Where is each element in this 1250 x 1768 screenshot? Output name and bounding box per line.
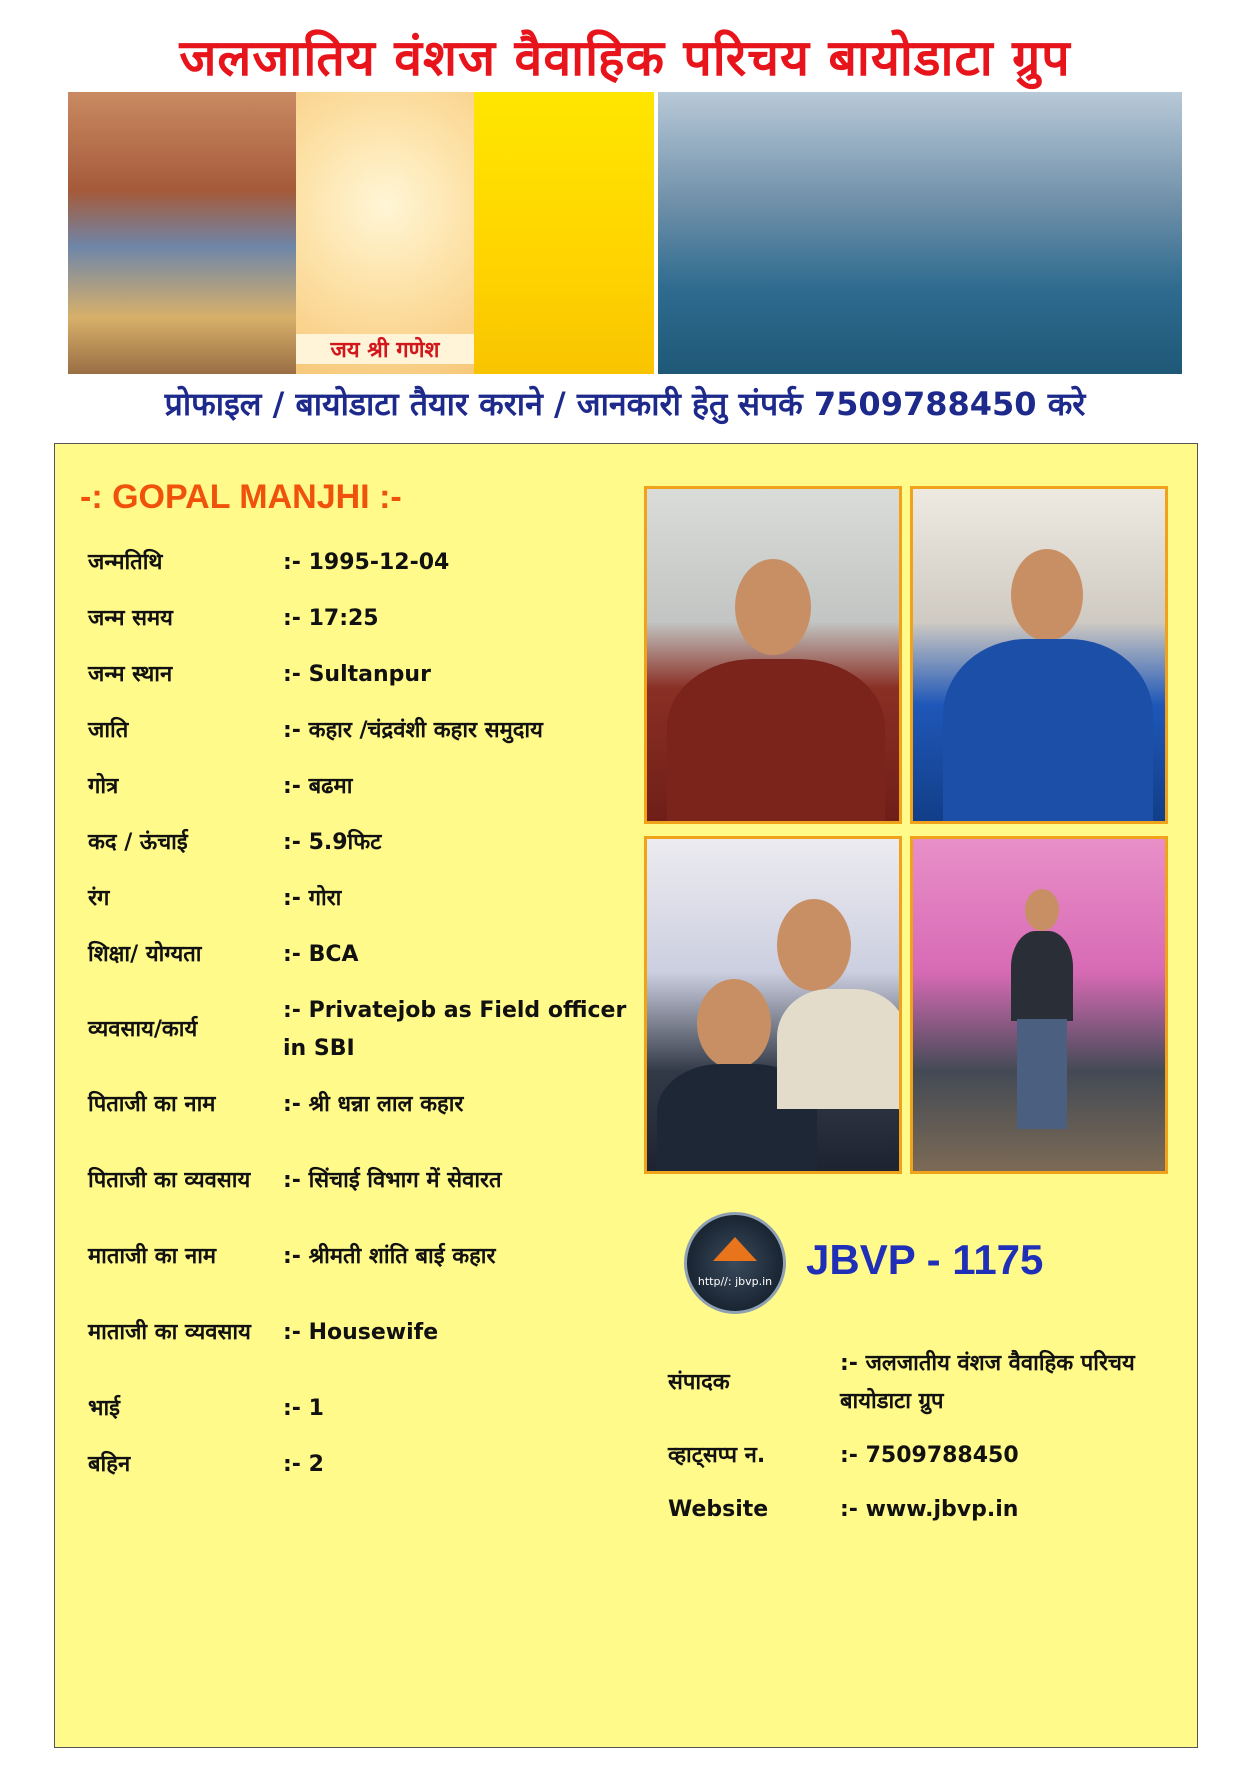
detail-label: कद / ऊंचाई xyxy=(88,830,188,855)
detail-row xyxy=(88,1229,628,1285)
profile-photo-2 xyxy=(910,486,1168,824)
whatsapp-label: व्हाट्सप्प न. xyxy=(668,1443,766,1468)
profile-id: JBVP - 1175 xyxy=(806,1236,1044,1283)
house-icon xyxy=(713,1237,757,1261)
editor-row xyxy=(668,1345,1188,1421)
banner-image-boat xyxy=(658,92,1182,374)
detail-label: पिताजी का नाम xyxy=(88,1092,216,1117)
detail-value: :- Housewife xyxy=(283,1320,439,1345)
editor-label: संपादक xyxy=(668,1370,730,1395)
detail-row xyxy=(88,535,628,591)
detail-row xyxy=(88,591,628,647)
whatsapp-number: :- 7509788450 xyxy=(840,1443,1019,1468)
profile-photo-1 xyxy=(644,486,902,824)
detail-row xyxy=(88,927,628,983)
detail-value: :- Sultanpur xyxy=(283,662,431,687)
banner-image-ram-sita xyxy=(68,92,296,374)
detail-value: :- 2 xyxy=(283,1452,324,1477)
detail-label: माताजी का व्यवसाय xyxy=(88,1320,251,1345)
page-title: जलजातिय वंशज वैवाहिक परिचय बायोडाटा ग्रुप xyxy=(179,29,1071,87)
detail-row xyxy=(88,759,628,815)
editor-info xyxy=(668,1345,1188,1545)
detail-value: :- 17:25 xyxy=(283,606,379,631)
detail-label: भाई xyxy=(88,1396,120,1421)
detail-label: जाति xyxy=(88,718,129,743)
banner-image-ram-sita-yellow xyxy=(474,92,654,374)
detail-label: बहिन xyxy=(88,1452,131,1477)
detail-row xyxy=(88,1437,628,1493)
detail-value: :- 1995-12-04 xyxy=(283,550,450,575)
details-table xyxy=(88,535,628,1493)
detail-label: जन्म समय xyxy=(88,606,173,631)
detail-label: रंग xyxy=(88,886,110,911)
detail-value: :- BCA xyxy=(283,942,359,967)
detail-label: गोत्र xyxy=(88,774,119,799)
profile-photo-3 xyxy=(644,836,902,1174)
detail-row xyxy=(88,703,628,759)
detail-label: जन्मतिथि xyxy=(88,550,163,575)
detail-label: जन्म स्थान xyxy=(88,662,173,687)
detail-label: माताजी का नाम xyxy=(88,1244,217,1269)
detail-row xyxy=(88,1285,628,1381)
detail-value: :- Privatejob as Field officer in SBI xyxy=(283,998,627,1061)
logo-url: http//: jbvp.in xyxy=(697,1275,773,1288)
detail-row xyxy=(88,815,628,871)
detail-row xyxy=(88,647,628,703)
detail-value: :- श्री धन्ना लाल कहार xyxy=(283,1092,464,1117)
jbvp-logo xyxy=(684,1212,786,1314)
detail-value: :- 1 xyxy=(283,1396,324,1421)
detail-value: :- कहार /चंद्रवंशी कहार समुदाय xyxy=(283,718,543,743)
detail-row xyxy=(88,1077,628,1133)
detail-value: :- बढमा xyxy=(283,774,353,799)
editor-value: :- जलजातीय वंशज वैवाहिक परिचय बायोडाटा ग्रुप xyxy=(840,1351,1135,1414)
detail-value: :- गोरा xyxy=(283,886,342,911)
detail-label: शिक्षा/ योग्यता xyxy=(88,942,202,967)
website-link[interactable]: :- www.jbvp.in xyxy=(840,1497,1019,1522)
detail-value: :- श्रीमती शांति बाई कहार xyxy=(283,1244,496,1269)
detail-label: व्यवसाय/कार्य xyxy=(88,1017,198,1042)
banner-image-ganesh xyxy=(296,92,474,374)
profile-name: -: GOPAL MANJHI :- xyxy=(80,478,402,516)
detail-row xyxy=(88,1133,628,1229)
profile-photo-4 xyxy=(910,836,1168,1174)
website-row xyxy=(668,1491,1188,1529)
whatsapp-row xyxy=(668,1437,1188,1475)
detail-row xyxy=(88,871,628,927)
contact-line: प्रोफाइल / बायोडाटा तैयार कराने / जानकारी हेतु संपर्क 7509788450 करे xyxy=(164,385,1086,423)
detail-value: :- 5.9फिट xyxy=(283,830,382,855)
detail-value: :- सिंचाई विभाग में सेवारत xyxy=(283,1168,502,1193)
detail-label: पिताजी का व्यवसाय xyxy=(88,1168,251,1193)
detail-row xyxy=(88,1381,628,1437)
website-label: Website xyxy=(668,1497,769,1522)
detail-row xyxy=(88,983,628,1077)
banner-caption: जय श्री गणेश xyxy=(296,334,474,364)
